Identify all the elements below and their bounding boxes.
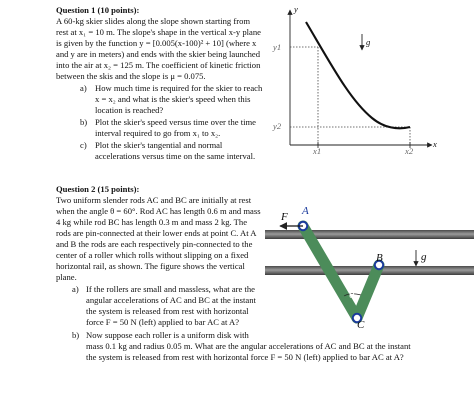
q1-intro-line: between the skis and the slope is μ = 0.075. <box>56 71 206 81</box>
q1-part-b-marker: b) <box>80 117 88 127</box>
q1-part-b-line: interval required to go from x₁ to x₂. <box>95 128 221 138</box>
q1-heading: Question 1 (10 points): <box>56 5 140 15</box>
q2-part-a-line: force F = 50 N (left) applied to bar AC at A? <box>86 317 240 327</box>
q2-intro-line: 4 kg while rod BC has length 0.3 m and mass 2 kg. The <box>56 217 248 227</box>
q2-heading: Question 2 (15 points): <box>56 184 140 194</box>
point-c-label: C <box>357 319 365 331</box>
q1-part-c-line: accelerations versus time on the same interval. <box>95 151 256 161</box>
q1-intro-line: into the air at x₂ = 125 m. The coefficient of kinetic friction <box>56 60 261 70</box>
q1-y2-label: y2 <box>273 121 282 131</box>
q2-part-b-line: the system is released from rest with horizontal force F = 50 N (left) applied to bar AC at A? <box>86 352 404 362</box>
q2-part-a-line: angular accelerations of AC and BC at the instant <box>86 295 256 305</box>
q1-intro-line: and y are in meters) and ends with the skier being launched <box>56 49 261 59</box>
q1-gravity-label: g <box>366 37 371 47</box>
q2-part-a-line: the system is released from rest with horizontal <box>86 306 249 316</box>
q2-part-b-marker: b) <box>72 330 80 340</box>
q1-y1-label: y1 <box>273 42 282 52</box>
q2-part-a-line: If the rollers are small and massless, what are the <box>86 284 255 294</box>
q1-intro-line: rest at x₁ = 10 m. The slope's shape in the vertical x-y plane <box>56 27 261 37</box>
q2-intro-line: and B the rods are each respectively pin-connected to the <box>56 239 253 249</box>
upper-rail <box>265 230 474 239</box>
q1-x1-label: x1 <box>313 146 322 156</box>
q2-intro-line: horizontal rail, as shown. The figure shows the vertical <box>56 261 245 271</box>
q2-intro-line: when the angle θ = 60°. Rod AC has length 0.6 m and mass <box>56 206 261 216</box>
theta-label: θ <box>349 289 355 301</box>
q1-x2-label: x2 <box>405 146 414 156</box>
q1-part-a-line: How much time is required for the skier to reach <box>95 83 263 93</box>
q1-y-axis-label: y <box>294 4 298 14</box>
q2-intro-line: center of a roller which rolls without slipping on a fixed <box>56 250 249 260</box>
point-a-label: A <box>302 205 309 217</box>
q2-gravity-label: g <box>421 251 427 263</box>
q1-intro-line: A 60-kg skier slides along the slope shown starting from <box>56 16 251 26</box>
q1-part-a-marker: a) <box>80 83 87 93</box>
q1-part-b-line: Plot the skier's speed versus time over the time <box>95 117 256 127</box>
q2-intro-line: rods are pin-connected at their lower ends at point C. At A <box>56 228 257 238</box>
q1-x-axis-label: x <box>433 139 437 149</box>
q2-part-b-line: mass 0.1 kg and radius 0.05 m. What are the angular accelerations of AC and BC at the instant <box>86 341 411 351</box>
q1-part-c-line: Plot the skier's tangential and normal <box>95 140 223 150</box>
point-b-label: B <box>376 252 383 264</box>
q2-part-a-marker: a) <box>72 284 79 294</box>
q1-intro-line: is given by the function y = [0.005(x-100)² + 10] (where x <box>56 38 257 48</box>
q2-intro-line: Two uniform slender rods AC and BC are initially at rest <box>56 195 252 205</box>
q1-part-a-line: x = x₂ and what is the skier's speed when this <box>95 94 251 104</box>
q1-part-a-line: location is reached? <box>95 105 164 115</box>
q2-intro-line: plane. <box>56 272 77 282</box>
q2-part-b-line: Now suppose each roller is a uniform disk with <box>86 330 249 340</box>
force-label: F <box>281 211 288 223</box>
q1-part-c-marker: c) <box>80 140 87 150</box>
